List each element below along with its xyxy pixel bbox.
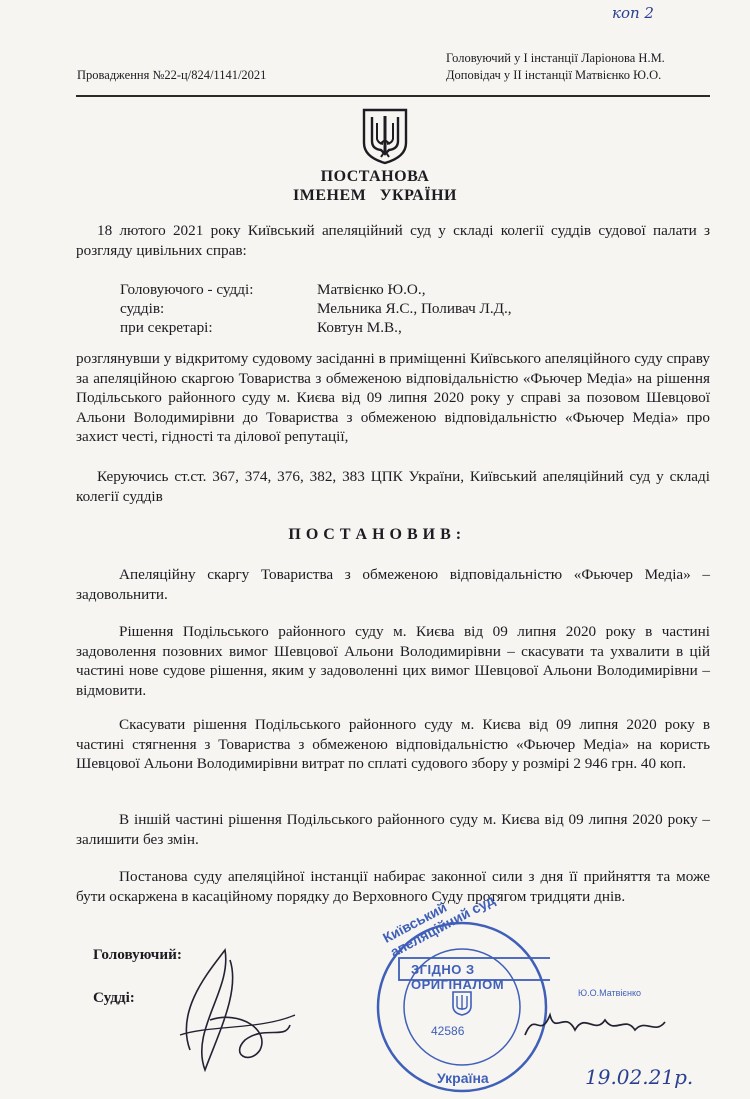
stamp-band: ЗГІДНО З ОРИГІНАЛОМ xyxy=(411,962,505,992)
signature-2 xyxy=(520,1000,670,1055)
resolution-1: Апеляційну скаргу Товариства з обмеженою відповідальністю «Фьючер Медіа» – задовольнити. xyxy=(76,566,710,603)
secretary-label: при секретарі: xyxy=(120,319,213,336)
coat-of-arms-icon xyxy=(361,107,409,170)
resolution-2: Рішення Подільського районного суду м. Києва від 09 липня 2020 року в частині задоволення позовних вимог Шевцової Альони Володимирівни – скасувати та ухвалити в цій частині нове судове рішення, яким у задоволенні цих вимог Шевцової Альони Володимирівни – відмовити. xyxy=(76,623,710,699)
document-subtitle: ІМЕНЕМ УКРАЇНИ xyxy=(293,187,457,204)
stamp-code: 42586 xyxy=(431,1024,465,1038)
first-instance-judge: Головуючий у І інстанції Ларіонова Н.М. xyxy=(446,51,665,65)
signature-judges-label: Судді: xyxy=(93,989,135,1006)
secretary-value: Ковтун М.В., xyxy=(317,319,402,336)
stamp-ring-text-bottom: Україна xyxy=(437,1070,489,1086)
document-title: ПОСТАНОВА xyxy=(320,168,430,185)
resolved-heading: П О С Т А Н О В И В : xyxy=(288,526,462,543)
stamp-trident-icon xyxy=(451,990,473,1021)
case-number: Провадження №22-ц/824/1141/2021 xyxy=(77,68,267,82)
resolution-5: Постанова суду апеляційної інстанції набирає законної сили з дня її прийняття та може бути оскаржена в касаційному порядку до Верховного Суду протягом тридцяти днів. xyxy=(76,868,710,905)
resolution-4: В іншій частині рішення Подільського районного суду м. Києва від 09 липня 2020 року – залишити без змін. xyxy=(76,811,710,848)
judges-value: Мельника Я.С., Поливач Л.Д., xyxy=(317,300,512,317)
handwritten-date: 19.02.21р. xyxy=(585,1065,694,1089)
signature-presiding-label: Головуючий: xyxy=(93,946,182,963)
header-rule xyxy=(76,95,710,97)
judges-label: суддів: xyxy=(120,300,165,317)
stamp-name-small: Ю.О.Матвієнко xyxy=(578,988,642,998)
intro-paragraph: 18 лютого 2021 року Київський апеляційний суд у складі колегії суддів судової палати з розгляду цивільних справ: xyxy=(76,222,710,259)
guided-paragraph: Керуючись ст.ст. 367, 374, 376, 382, 383 ЦПК України, Київський апеляційний суд у складі колегії суддів xyxy=(76,468,710,505)
resolution-3: Скасувати рішення Подільського районного суду м. Києва від 09 липня 2020 року в частині стягнення з Товариства з обмеженою відповідальністю «Фьючер Медіа» на користь Шевцової Альони Володимирівни витрат по сплаті судового збору у розмірі 2 946 грн. 40 коп. xyxy=(76,716,710,772)
presiding-label: Головуючого - судді: xyxy=(120,281,254,298)
stamp-ring-text-top: Київський апеляційний суд xyxy=(379,891,498,960)
presiding-value: Матвієнко Ю.О., xyxy=(317,281,426,298)
handwritten-note: коп 2 xyxy=(612,4,654,22)
considered-paragraph: розглянувши у відкритому судовому засіданні в приміщенні Київського апеляційного суду справу за апеляційною скаргою Товариства з обмеженою відповідальністю «Фьючер Медіа» на рішення Подільського районного суду м. Києва від 09 липня 2020 року у справі за позовом Шевцової Альони Володимирівни до Товариства з обмеженою відповідальністю «Фьючер Медіа» про захист честі, гідності та ділової репутації, xyxy=(76,350,710,445)
rapporteur-judge: Доповідач у ІІ інстанції Матвієнко Ю.О. xyxy=(446,68,662,82)
signature-1 xyxy=(170,930,300,1085)
